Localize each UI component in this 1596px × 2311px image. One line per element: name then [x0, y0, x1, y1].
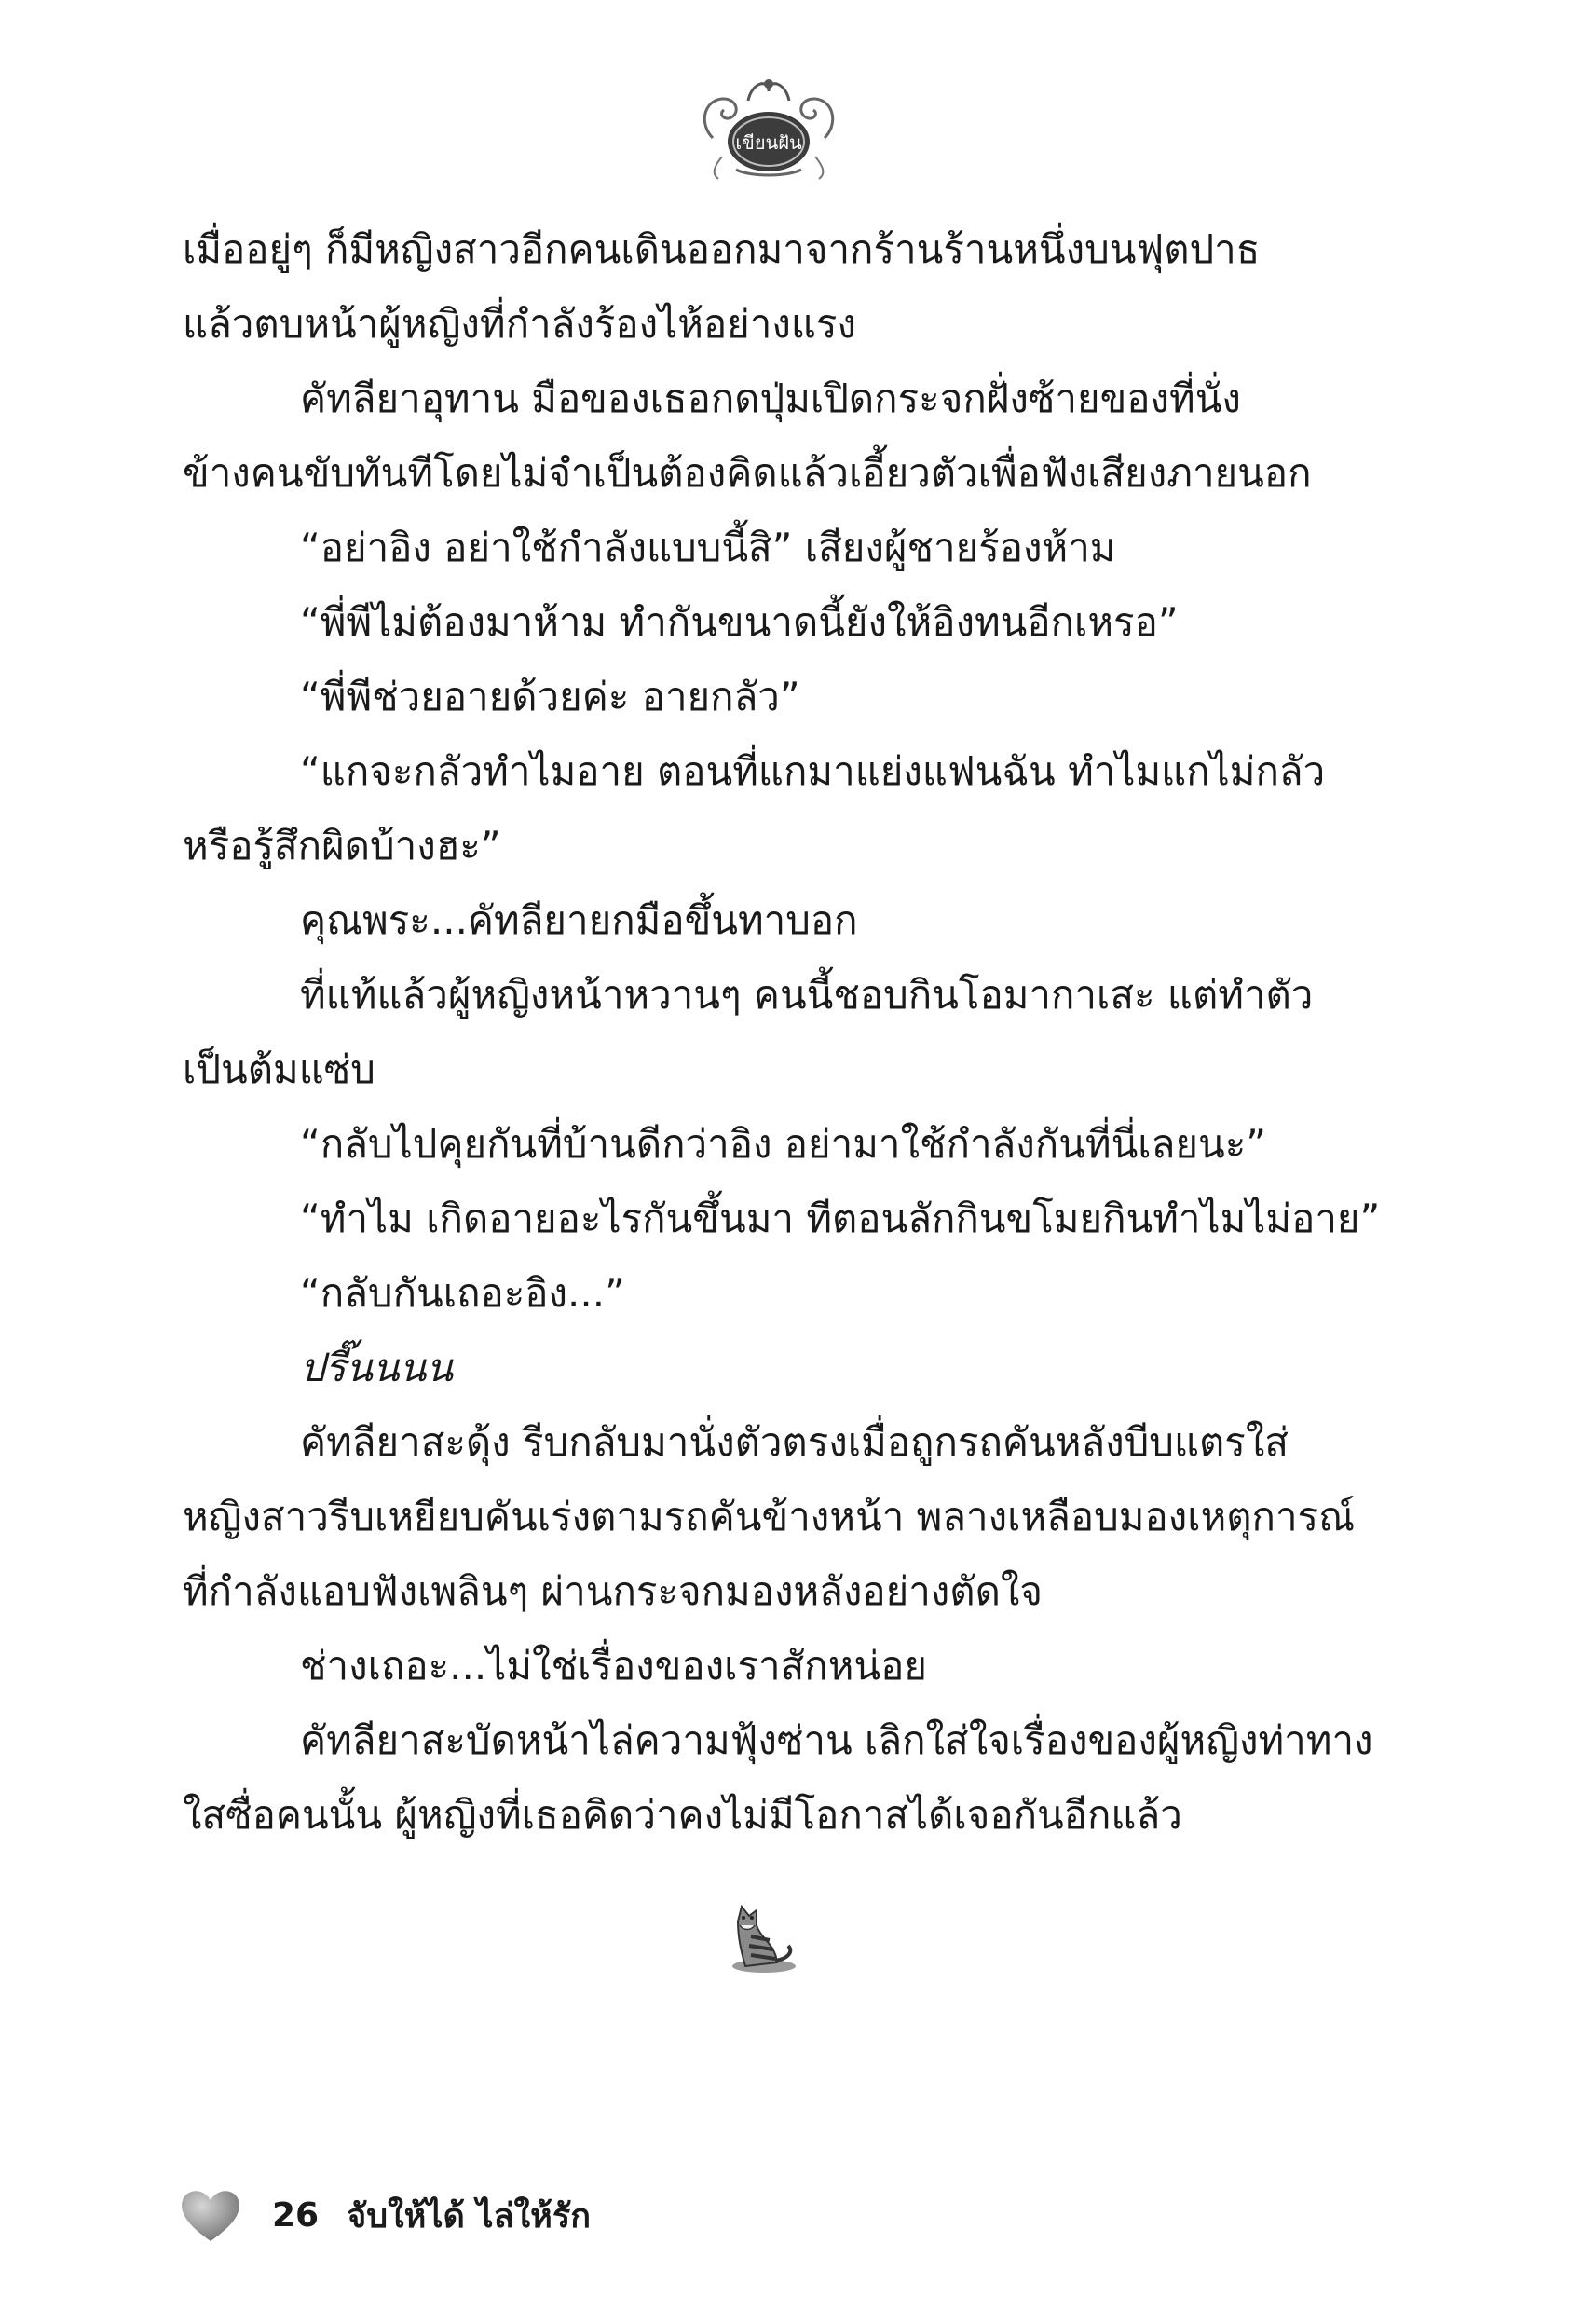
text-line: “อย่าอิง อย่าใช้กำลังแบบนี้สิ” เสียงผู้ชายร้องห้าม — [300, 525, 1116, 570]
sitting-cat-icon — [717, 1892, 801, 1976]
text-line: “พี่พีไม่ต้องมาห้าม ทำกันขนาดนี้ยังให้อิงทนอีกเหรอ” — [300, 599, 1179, 645]
text-line: ช่างเถอะ...ไม่ใช่เรื่องของเราสักหน่อย — [300, 1643, 927, 1689]
book-title: จับให้ได้ ไล่ให้รัก — [347, 2196, 591, 2236]
text-line: เมื่ออยู่ๆ ก็มีหญิงสาวอีกคนเดินออกมาจากร้านร้านหนึ่งบนฟุตปาธ — [183, 226, 1261, 272]
text-line: คัทลียาสะดุ้ง รีบกลับมานั่งตัวตรงเมื่อถูกรถคันหลังบีบแตรใส่ — [300, 1419, 1289, 1465]
text-line: ที่แท้แล้วผู้หญิงหน้าหวานๆ คนนี้ชอบกินโอมากาเสะ แต่ทำตัว — [300, 972, 1314, 1018]
text-line: “กลับกันเถอะอิง...” — [300, 1270, 625, 1316]
ornate-book-logo-icon — [694, 73, 843, 183]
page-number: 26 — [272, 2195, 320, 2235]
text-line: แล้วตบหน้าผู้หญิงที่กำลังร้องไห้อย่างแรง — [183, 301, 857, 347]
page-footer — [177, 2182, 591, 2248]
text-line: “พี่พีช่วยอายด้วยค่ะ อายกลัว” — [300, 674, 800, 719]
text-line: “กลับไปคุยกันที่บ้านดีกว่าอิง อย่ามาใช้กำลังกันที่นี่เลยนะ” — [300, 1121, 1267, 1167]
text-line: ที่กำลังแอบฟังเพลินๆ ผ่านกระจกมองหลังอย่างตัดใจ — [183, 1568, 1043, 1614]
heart-icon — [177, 2185, 244, 2245]
text-line: ใสซื่อคนนั้น ผู้หญิงที่เธอคิดว่าคงไม่มีโอกาสได้เจอกันอีกแล้ว — [183, 1792, 1182, 1838]
text-line: หญิงสาวรีบเหยียบคันเร่งตามรถคันข้างหน้า พลางเหลือบมองเหตุการณ์ — [183, 1494, 1356, 1539]
text-line: “แกจะกลัวทำไมอาย ตอนที่แกมาแย่งแฟนฉัน ทำไมแกไม่กลัว — [300, 748, 1326, 794]
text-line: ข้างคนขับทันทีโดยไม่จำเป็นต้องคิดแล้วเอี้ยวตัวเพื่อฟังเสียงภายนอก — [183, 450, 1312, 496]
text-line: คัทลียาอุทาน มือของเธอกดปุ่มเปิดกระจกฝั่งซ้ายของที่นั่ง — [300, 376, 1241, 421]
logo-text: เขียนฝัน — [735, 131, 802, 154]
text-line: คุณพระ...คัทลียายกมือขึ้นทาบอก — [300, 897, 858, 943]
text-line: เป็นต้มแซ่บ — [183, 1046, 375, 1092]
sound-effect-line: ปรี๊นนนน — [300, 1345, 454, 1390]
text-line: คัทลียาสะบัดหน้าไล่ความฟุ้งซ่าน เลิกใส่ใจเรื่องของผู้หญิงท่าทาง — [300, 1717, 1373, 1763]
text-line: หรือรู้สึกผิดบ้างฮะ” — [183, 823, 501, 868]
text-line: “ทำไม เกิดอายอะไรกันขึ้นมา ทีตอนลักกินขโมยกินทำไมไม่อาย” — [300, 1196, 1381, 1241]
publisher-logo — [694, 73, 843, 183]
